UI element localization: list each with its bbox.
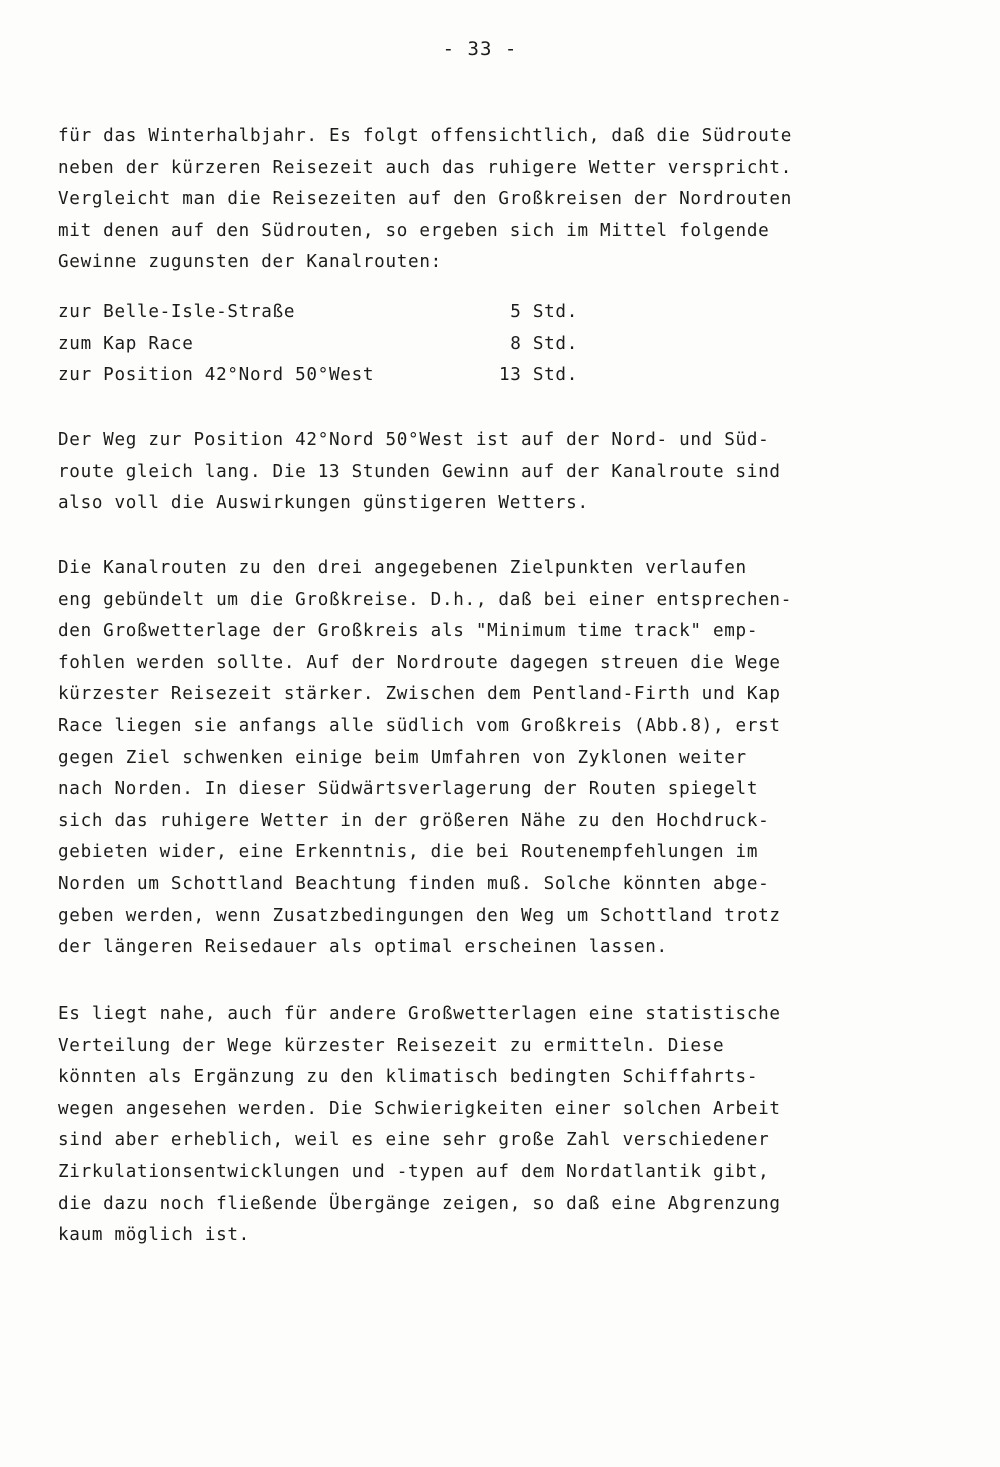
gain-label: zur Position 42°Nord 50°West — [58, 365, 375, 386]
text-line: kürzester Reisezeit stärker. Zwischen dem Pentland-Firth und Kap — [58, 684, 781, 705]
gain-value: 5 Std. — [510, 302, 578, 322]
gain-row — [58, 297, 918, 329]
page-number: - 33 - — [442, 38, 518, 60]
text-line: für das Winterhalbjahr. Es folgt offensichtlich, daß die Südroute — [58, 126, 793, 146]
text-line: die dazu noch fließende Übergänge zeigen, so daß eine Abgrenzung — [58, 1193, 781, 1214]
gain-value: 13 Std. — [498, 365, 578, 386]
gain-row — [58, 329, 918, 361]
text-line: Vergleicht man die Reisezeiten auf den Großkreisen der Nordrouten — [58, 189, 793, 210]
text-line: fohlen werden sollte. Auf der Nordroute dagegen streuen die Wege — [58, 652, 781, 673]
gains-table — [58, 297, 918, 392]
text-line: Der Weg zur Position 42°Nord 50°West ist auf der Nord- und Süd- — [58, 430, 770, 450]
text-line: eng gebündelt um die Großkreise. D.h., daß bei einer entsprechen- — [58, 589, 793, 610]
text-line: gebieten wider, eine Erkenntnis, die bei Routenempfehlungen im — [58, 842, 759, 863]
text-line: Zirkulationsentwicklungen und -typen auf dem Nordatlantik gibt, — [58, 1161, 770, 1182]
text-line: geben werden, wenn Zusatzbedingungen den Weg um Schottland trotz — [58, 905, 781, 926]
text-line: wegen angesehen werden. Die Schwierigkeiten einer solchen Arbeit — [58, 1098, 781, 1119]
gain-label: zum Kap Race — [58, 333, 194, 354]
text-line: kaum möglich ist. — [58, 1225, 250, 1246]
paragraph-3 — [58, 553, 918, 964]
text-line: mit denen auf den Südrouten, so ergeben sich im Mittel folgende — [58, 220, 770, 241]
text-line: neben der kürzeren Reisezeit auch das ruhigere Wetter verspricht. — [58, 157, 793, 178]
text-line: könnten als Ergänzung zu den klimatisch bedingten Schiffahrts- — [58, 1067, 759, 1088]
text-line: den Großwetterlage der Großkreis als "Minimum time track" emp- — [58, 621, 759, 642]
text-line: nach Norden. In dieser Südwärtsverlagerung der Routen spiegelt — [58, 779, 759, 800]
paragraph-4 — [58, 999, 918, 1252]
text-line: Es liegt nahe, auch für andere Großwetterlagen eine statistische — [58, 1004, 781, 1024]
text-line: also voll die Auswirkungen günstigeren Wetters. — [58, 493, 589, 514]
text-line: sind aber erheblich, weil es eine sehr große Zahl verschiedener — [58, 1130, 770, 1151]
text-line: der längeren Reisedauer als optimal erscheinen lassen. — [58, 937, 668, 958]
text-line: Verteilung der Wege kürzester Reisezeit zu ermitteln. Diese — [58, 1035, 725, 1056]
gain-value: 8 Std. — [510, 333, 578, 354]
text-line: route gleich lang. Die 13 Stunden Gewinn auf der Kanalroute sind — [58, 461, 781, 482]
gain-row — [58, 360, 918, 392]
text-line: Race liegen sie anfangs alle südlich vom Großkreis (Abb.8), erst — [58, 715, 781, 736]
text-line: Gewinne zugunsten der Kanalrouten: — [58, 252, 442, 273]
paragraph-1 — [58, 121, 918, 279]
text-line: gegen Ziel schwenken einige beim Umfahren von Zyklonen weiter — [58, 747, 747, 768]
text-line: Die Kanalrouten zu den drei angegebenen Zielpunkten verlaufen — [58, 558, 747, 578]
text-line: sich das ruhigere Wetter in der größeren Nähe zu den Hochdruck- — [58, 810, 770, 831]
paragraph-2 — [58, 425, 918, 520]
text-line: Norden um Schottland Beachtung finden muß. Solche könnten abge- — [58, 873, 770, 894]
gain-label: zur Belle-Isle-Straße — [58, 302, 296, 322]
